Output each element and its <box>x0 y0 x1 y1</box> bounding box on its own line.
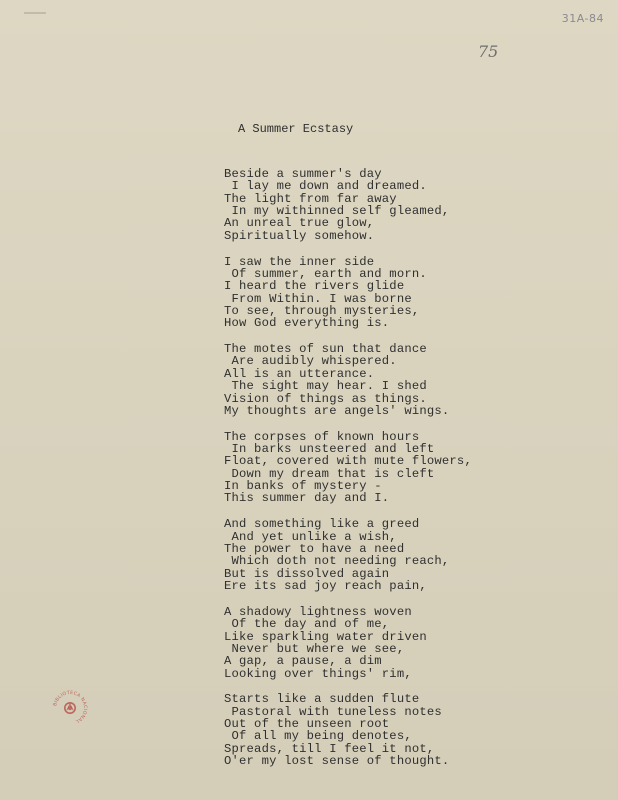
stanza <box>224 431 472 505</box>
poem-line: Of summer, earth and morn. <box>224 266 427 281</box>
library-stamp-svg <box>50 688 90 728</box>
poem-line: Ere its sad joy reach pain, <box>224 578 427 593</box>
stanza <box>224 168 472 242</box>
stanza <box>224 343 472 417</box>
poem-line: But is dissolved again <box>224 566 390 581</box>
poem-line: The sight may hear. I shed <box>224 379 427 394</box>
poem-line: A gap, a pause, a dim <box>224 654 382 669</box>
poem-line: From Within. I was borne <box>224 291 412 306</box>
poem-line: In my withinned self gleamed, <box>224 204 450 219</box>
poem-line: The corpses of known hours <box>224 429 420 444</box>
poem-line: Of all my being denotes, <box>224 729 412 744</box>
stanza <box>224 518 472 592</box>
poem-line: Spreads, till I feel it not, <box>224 741 435 756</box>
poem-line: Which doth not needing reach, <box>224 554 450 569</box>
poem-line: The motes of sun that dance <box>224 342 427 357</box>
poem-line: Are audibly whispered. <box>224 354 397 369</box>
poem-line: In banks of mystery - <box>224 479 382 494</box>
reference-number: 31A-84 <box>561 12 604 25</box>
poem-line: I heard the rivers glide <box>224 279 405 294</box>
stanza <box>224 256 472 330</box>
poem-line: Spiritually somehow. <box>224 228 375 243</box>
poem-line: Float, covered with mute flowers, <box>224 454 472 469</box>
poem-line: Never but where we see, <box>224 641 405 656</box>
poem-body <box>224 168 472 767</box>
poem-line: Vision of things as things. <box>224 391 427 406</box>
library-stamp-icon <box>50 688 90 728</box>
poem-line: I saw the inner side <box>224 254 375 269</box>
poem-line: I lay me down and dreamed. <box>224 179 427 194</box>
poem-line: A shadowy lightness woven <box>224 604 412 619</box>
poem-line: How God everything is. <box>224 316 390 331</box>
stanza <box>224 606 472 680</box>
poem-line: And something like a greed <box>224 517 420 532</box>
poem-line: To see, through mysteries, <box>224 303 420 318</box>
stamp-label: BIBLIOTECA NACIONAL <box>53 690 88 724</box>
poem-line: The power to have a need <box>224 541 405 556</box>
poem-line: Out of the unseen root <box>224 717 390 732</box>
paper-mark <box>24 12 46 14</box>
poem-line: All is an utterance. <box>224 366 375 381</box>
stanza <box>224 693 472 767</box>
poem-line: Down my dream that is cleft <box>224 466 435 481</box>
poem-line: Like sparkling water driven <box>224 629 427 644</box>
handwritten-page-number: 75 <box>478 42 499 61</box>
poem-line: Starts like a sudden flute <box>224 692 420 707</box>
poem-line: An unreal true glow, <box>224 216 375 231</box>
poem-line: This summer day and I. <box>224 491 390 506</box>
poem-title: A Summer Ecstasy <box>238 122 354 136</box>
poem-line: And yet unlike a wish, <box>224 529 397 544</box>
poem-line: My thoughts are angels' wings. <box>224 403 450 418</box>
poem-line: The light from far away <box>224 191 397 206</box>
poem-line: Pastoral with tuneless notes <box>224 704 442 719</box>
poem-line: Of the day and of me, <box>224 617 390 632</box>
poem-line: Looking over things' rim, <box>224 666 412 681</box>
poem-line: Beside a summer's day <box>224 167 382 181</box>
poem-line: In barks unsteered and left <box>224 442 435 457</box>
poem-line: O'er my lost sense of thought. <box>224 754 450 769</box>
